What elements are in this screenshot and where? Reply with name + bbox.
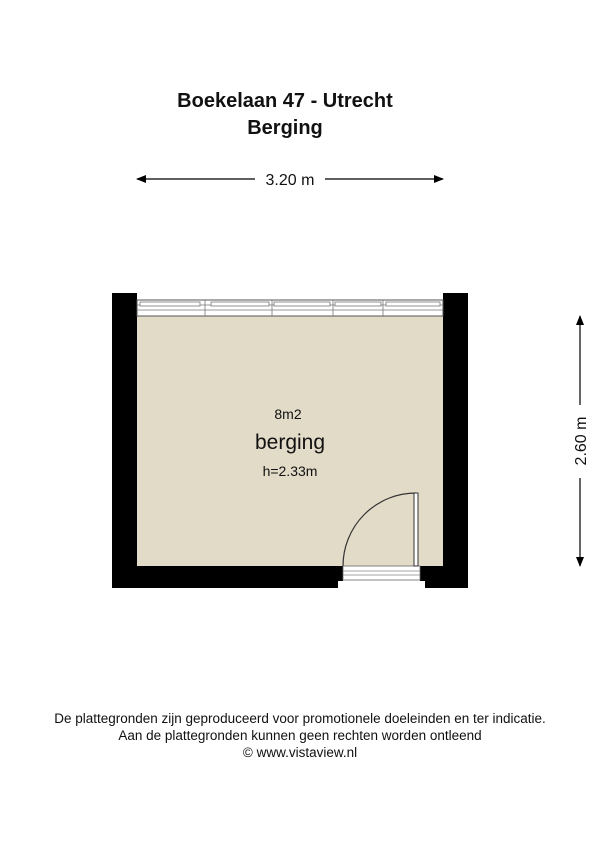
- width-dimension: [137, 172, 443, 189]
- copyright-line: © www.vistaview.nl: [242, 745, 358, 760]
- wall-right: [443, 293, 468, 588]
- width-dimension-label: 3.20 m: [265, 172, 315, 189]
- door-jamb-left: [338, 566, 343, 581]
- room-area-label: 8m2: [274, 406, 302, 422]
- window-top: [137, 300, 443, 316]
- room-name-label: berging: [254, 431, 326, 454]
- room-height-label: h=2.33m: [262, 463, 318, 479]
- plan-address-title: Boekelaan 47 - Utrecht: [177, 90, 393, 112]
- wall-bottom-left: [112, 566, 338, 588]
- disclaimer-line-2: Aan de plattegronden kunnen geen rechten worden ontleend: [118, 728, 482, 743]
- door-leaf: [414, 493, 418, 566]
- door-jamb-right: [420, 566, 425, 581]
- height-dimension-label: 2.60 m: [573, 416, 590, 466]
- disclaimer-line-1: De plattegronden zijn geproduceerd voor promotionele doeleinden en ter indicatie.: [54, 711, 546, 726]
- height-dimension: [573, 316, 590, 566]
- wall-bottom-right: [425, 566, 468, 588]
- wall-left: [112, 293, 137, 588]
- door-threshold: [343, 566, 420, 580]
- plan-room-title: Berging: [247, 117, 323, 139]
